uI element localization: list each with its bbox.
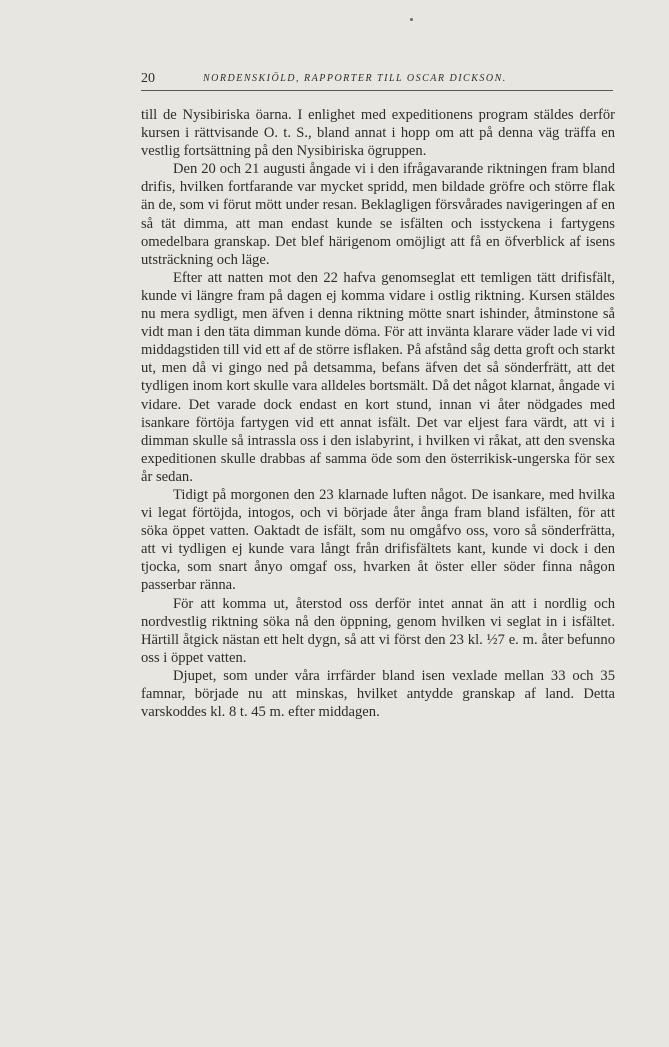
paper-speck [410, 18, 413, 21]
paragraph: Efter att natten mot den 22 hafva genomseglat ett temligen tätt drifisfält, kunde vi längre fram på dagen ej komma vidare i ostlig riktning. Kursen stäldes nu mera sydligt, men äfven i denna riktning mötte snart ishinder, åtminstone så vidt man i den täta dimman kunde döma. För att invänta klarare väder lade vi vid middagstiden till vid ett af de större isflaken. På afstånd såg detta groft och starkt ut, men då vi gingo ned på detsamma, befans äfven det så sönderfrätt, att det tydligen inom kort skulle vara alldeles bortsmält. Då det något klarnat, ångade vi vidare. Det varade dock endast en kort stund, innan vi åter nödgades med isankare förtöja fartygen vid ett annat isfält. Det var eljest fara värdt, att vi i dimman skulle så intrassla oss i den islabyrint, i hvilken vi råkat, att den svenska expeditionen skulle drabbas af samma öde som den österrikisk-ungerska för sex år sedan. [141, 269, 615, 485]
paragraph: Den 20 och 21 augusti ångade vi i den ifrågavarande riktningen fram bland drifis, hvilken fortfarande var mycket spridd, men bildade gröfre och större flak än de, som vi förut mött under resan. Beklagligen försvårades navigeringen af en så tät dimma, att man endast kunde se isfälten och isstyckena i fartygens omedelbara granskap. Det blef härigenom omöjligt att få en öfverblick af isens utsträckning och läge. [141, 161, 615, 268]
paragraph: Djupet, som under våra irrfärder bland isen vexlade mellan 33 och 35 famnar, började nu att minskas, hvilket antydde granskap af land. Detta varskoddes kl. 8 t. 45 m. efter middagen. [141, 667, 615, 721]
page-header [141, 71, 613, 91]
body-text [141, 106, 615, 721]
header-rule [141, 90, 613, 91]
paragraph: För att komma ut, återstod oss derför intet annat än att i nordlig och nordvestlig riktning söka nå den öppning, genom hvilken vi seglat in i isfältet. Härtill åtgick nästan ett helt dygn, så att vi först den 23 kl. ½7 e. m. åter befunno oss i öppet vatten. [141, 595, 615, 666]
paragraph: till de Nysibiriska öarna. I enlighet med expeditionens program stäldes derför kursen i rättvisande O. t. S., bland annat i hopp om att på denna väg träffa en vestlig fortsättning på den Nysibiriska ögruppen. [141, 107, 615, 160]
running-head: NORDENSKIÖLD, RAPPORTER TILL OSCAR DICKSON. [203, 73, 507, 84]
page-number: 20 [141, 71, 155, 86]
paragraph: Tidigt på morgonen den 23 klarnade luften något. De isankare, med hvilka vi legat förtöjda, intogos, och vi började åter ånga fram bland isfälten, för att söka öppet vatten. Oaktadt de isfält, som nu omgåfvo oss, voro så sönderfrätta, att vi tydligen ej kunde vara långt från drifisfältets kant, kunde vi dock i den tjocka, som snart ånyo omgaf oss, hvarken åt öster eller söder finna någon passerbar ränna. [141, 486, 615, 594]
